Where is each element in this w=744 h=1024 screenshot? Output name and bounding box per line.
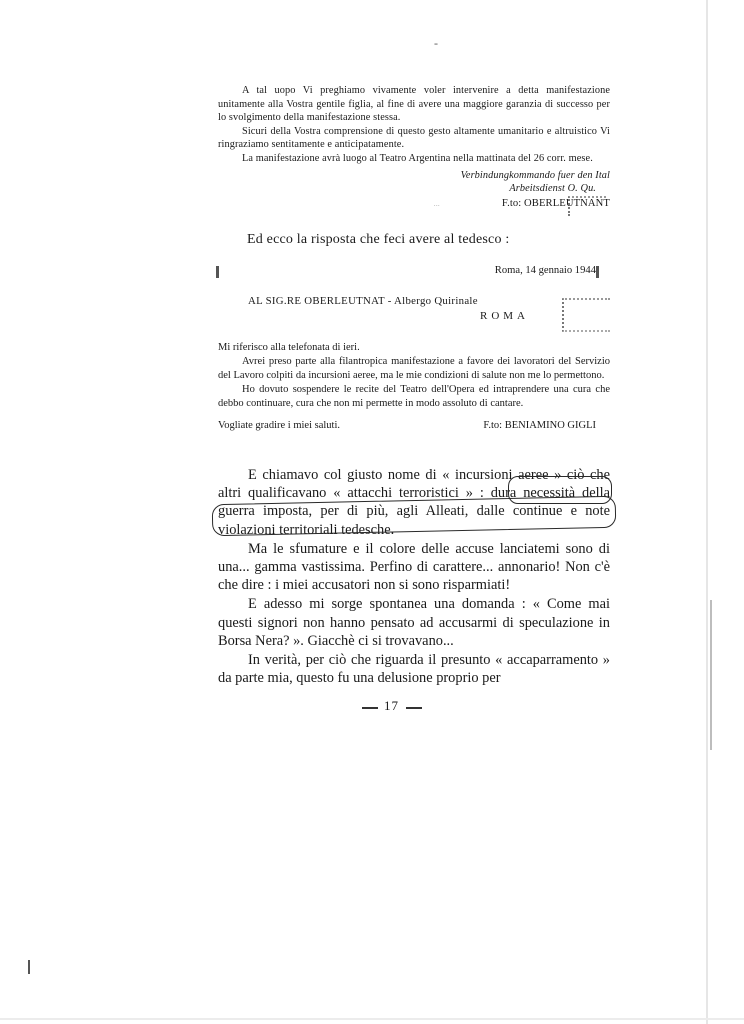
main-paragraph: E adesso mi sorge spontanea una domanda : « Come mai questi signori non hanno pensato ad accusarmi di speculazione in Borsa Nera? ». Giacchè ci si trovavano... [218,596,610,649]
reply-signature: F.to: BENIAMINO GIGLI [483,420,596,432]
letter-signature: F.to: OBERLEUTNANT [501,197,610,209]
scan-speck [710,600,712,750]
main-paragraph: E chiamavo col giusto nome di « incursioni aeree » ciò che altri qualificavano « attacchi terroristici » : dura necessità della guerra imposta, per di più, agli Alleati, dalle continue e note violazioni territoriali tedesche. [218,467,610,538]
reply-addressee: AL SIG.RE OBERLEUTNAT - Albergo Quirinale [248,294,478,307]
reply-letter [218,264,610,433]
letter-signature-line: Verbindungkommando fuer den Ital [460,169,610,181]
reply-paragraph: Mi riferisco alla telefonata di ieri. [218,342,360,354]
letter-signature-line: Arbeitsdienst O. Qu. [509,183,596,195]
scan-speck [28,960,30,974]
lead-sentence: Ed ecco la risposta che feci avere al tedesco : [247,232,510,247]
letter-paragraph: La manifestazione avrà luogo al Teatro Argentina nella mattinata del 26 corr. mese. [242,152,593,164]
page-number-dash [362,707,378,709]
letter-paragraph: A tal uopo Vi preghiamo vivamente voler intervenire a detta manifestazione unitamente alla Vostra gentile figlia, al fine di avere una maggiore garanzia di successo per lo svolgimento della manifestazione stessa. [218,85,610,124]
stamp-mark [562,298,610,332]
scan-speck [216,266,219,278]
page-edge [0,1018,744,1020]
faint-mark: ... [433,198,440,208]
pen-circle-annotation [508,476,612,504]
stamp-mark [568,196,606,216]
reply-city: ROMA [480,309,530,322]
reply-greeting: Vogliate gradire i miei saluti. [218,420,340,432]
scan-speck [596,266,599,278]
page-edge [706,0,708,1024]
main-paragraph: In verità, per ciò che riguarda il presunto « accaparramento » da parte mia, questo fu una delusione proprio per [218,652,610,687]
page-number-dash [406,707,422,709]
letter-signature-block [218,197,610,211]
reply-paragraph: Ho dovuto sospendere le recite del Teatro dell'Opera ed intraprendere una cura che debbo continuare, cura che non mi permette in modo assoluto di cantare. [218,383,610,409]
quoted-letter [218,84,610,210]
reply-closing [218,419,610,433]
main-paragraph: Ma le sfumature e il colore delle accuse lanciatemi sono di una... gamma vastissima. Perfino di carattere... annonario! Non c'è che dire : i miei accusatori non si sono risparmiati! [218,540,610,594]
reply-paragraph: Avrei preso parte alla filantropica manifestazione a favore dei lavoratori del Servizio del Lavoro colpiti da incursioni aeree, ma le mie condizioni di salute non me lo permettono. [218,356,610,381]
reply-date: Roma, 14 gennaio 1944 [494,265,596,276]
page-mark-top: - [434,36,438,50]
page-number: 17 [384,698,399,713]
letter-paragraph: Sicuri della Vostra comprensione di questo gesto altamente umanitario e altruistico Vi ringraziamo sentitamente e anticipatamente. [218,125,610,151]
